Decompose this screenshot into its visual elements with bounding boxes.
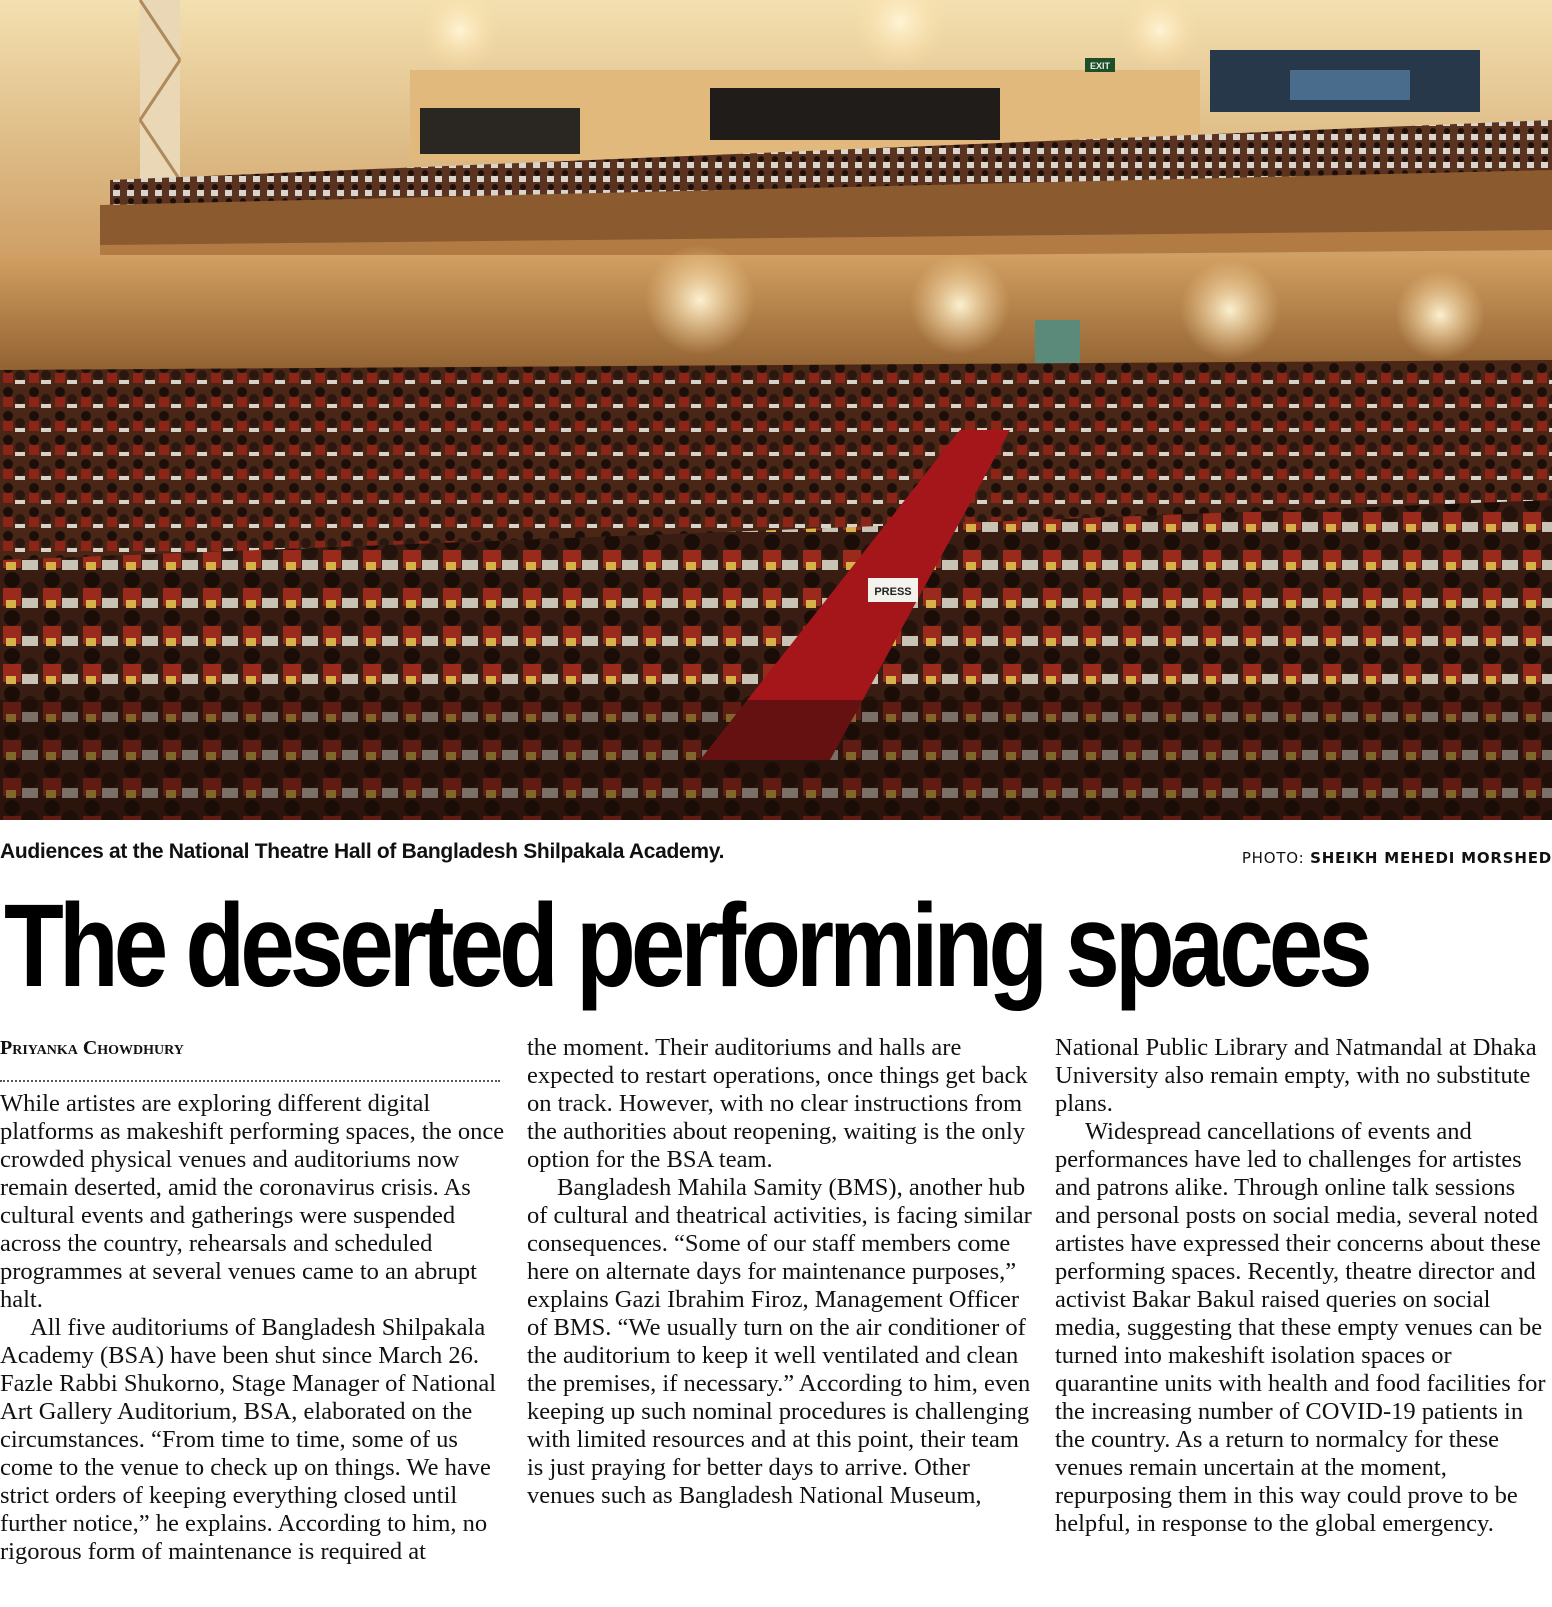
press-sign-label: PRESS bbox=[874, 586, 912, 598]
byline-divider bbox=[0, 1080, 500, 1082]
byline: Priyanka Chowdhury bbox=[0, 1037, 184, 1059]
exit-sign-label: EXIT bbox=[1089, 61, 1111, 71]
paragraph: Widespread cancellations of events and performances have led to challenges for artistes and patrons alike. Through online talk sessions and personal posts on social media, several noted artistes have expressed their concerns about these performing spaces. Recently, theatre director and activist Bakar Bakul raised queries on social media, suggesting that these empty venues can be turned into makeshift isolation spaces or quarantine units with health and food facilities for the increasing number of COVID-19 patients in the country. As a return to normalcy for these venues remain uncertain at the moment, repurposing them in this way could prove to be helpful, in response to the global emergency. bbox=[1055, 1118, 1546, 1537]
photo-credit bbox=[1242, 849, 1552, 867]
article-column-3 bbox=[1055, 1034, 1552, 1538]
paragraph: the moment. Their auditoriums and halls are expected to restart operations, once things get back on track. However, with no clear instructions from the authorities about reopening, waiting is the only option for the BSA team. bbox=[527, 1034, 1028, 1173]
paragraph: Bangladesh Mahila Samity (BMS), another hub of cultural and theatrical activities, is facing similar consequences. “Some of our staff members come here on alternate days for maintenance purposes,” explains Gazi Ibrahim Firoz, Management Officer of BMS. “We usually turn on the air conditioner of the auditorium to keep it well ventilated and clean the premises, if necessary.” According to him, even keeping up such nominal procedures is challenging with limited resources and at this point, their team is just praying for better days to arrive. Other venues such as Bangladesh National Museum, bbox=[527, 1174, 1032, 1509]
headline: The deserted performing spaces bbox=[4, 880, 1368, 1012]
article-column-2 bbox=[527, 1034, 1032, 1510]
paragraph: All five auditoriums of Bangladesh Shilpakala Academy (BSA) have been shut since March 26. Fazle Rabbi Shukorno, Stage Manager of National Art Gallery Auditorium, BSA, elaborated on the circumstances. “From time to time, some of us come to the venue to check up on things. We have strict orders of keeping everything closed until further notice,” he explains. According to him, no rigorous form of maintenance is required at bbox=[0, 1314, 497, 1565]
paragraph: National Public Library and Natmandal at Dhaka University also remain empty, with no substitute plans. bbox=[1055, 1034, 1537, 1117]
article-column-1 bbox=[0, 1090, 505, 1566]
photo-caption: Audiences at the National Theatre Hall of Bangladesh Shilpakala Academy. bbox=[0, 840, 725, 863]
paragraph: While artistes are exploring different digital platforms as makeshift performing spaces, the once crowded physical venues and auditoriums now remain deserted, amid the coronavirus crisis. As cultural events and gatherings were suspended across the country, rehearsals and scheduled programmes at several venues came to an abrupt halt. bbox=[0, 1090, 505, 1313]
photo-credit-label: PHOTO: bbox=[1241, 849, 1305, 867]
photographer-name: SHEIKH MEHEDI MORSHED bbox=[1310, 849, 1552, 867]
